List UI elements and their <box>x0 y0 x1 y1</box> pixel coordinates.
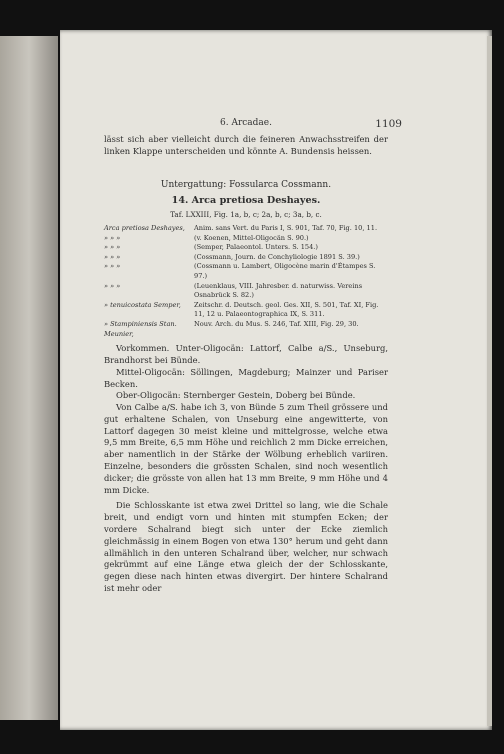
synonymy-entry <box>104 262 388 281</box>
synonym-name: » » » <box>104 233 121 242</box>
synonym-reference: (Leuenklaus, VIII. Jahresber. d. naturwiss. Vereins Osnabrück S. 82.) <box>194 281 363 300</box>
synonym-name: » » » <box>104 252 121 261</box>
synonym-name: Arca pretiosa Deshayes, <box>104 223 185 232</box>
synonymy-entry <box>104 234 388 244</box>
synonym-name: » » » <box>104 243 121 252</box>
subgenus-heading: Untergattung: Fossularca Cossmann. <box>160 179 332 190</box>
description-paragraph: Die Schlosskante ist etwa zwei Drittel so lang, wie die Schale breit, und endigt vorn und hinten mit stumpfen Ecken; der vordere Schalrand biegt sich unter der Ecke ziemlich gleichmässig in einem Bogen von etwa 130° herum und geht dann allmählich in den unteren Schalrand über, welcher, nur schwach gekrümmt auf eine Länge etwa gleich der der Schlosskante, gegen diese nach hinten etwas divergirt. Der hintere Schalrand ist mehr oder <box>104 500 388 594</box>
description-paragraph: Von Calbe a/S. habe ich 3, von Bünde 5 zum Theil grössere und gut erhaltene Schalen, von Unseburg eine angewitterte, von Lattorf dagegen 30 meist kleine und mittelgrosse, welche etwa 9,5 mm Breite, 6,5 mm Höhe und reichlich 2 mm Dicke erreichen, aber namentlich in der Stärke der Wölbung erheblich variiren. Einzelne, besonders die grössten Schalen, sind noch wesentlich dicker; die grösste von allen hat 13 mm Breite, 9 mm Höhe und 4 mm Dicke. <box>104 402 388 495</box>
synonymy-entry <box>104 224 388 234</box>
synonymy-entry <box>104 282 388 301</box>
synonym-reference: (Semper, Palaeontol. Unters. S. 154.) <box>194 243 318 252</box>
species-heading: 14. Arca pretiosa Deshayes. <box>171 195 321 207</box>
synonym-name: » Stampiniensis Stan. Meunier, <box>104 319 177 338</box>
synonym-reference: (Cossmann, Journ. de Conchyliologie 1891 S. 39.) <box>194 252 360 261</box>
plate-reference: Taf. LXXIII, Fig. 1a, b, c; 2a, b, c; 3a, b, c. <box>170 210 322 220</box>
synonym-reference: (v. Koenen, Mittel-Oligocän S. 90.) <box>194 233 309 242</box>
synonymy-entry <box>104 320 388 339</box>
occurrence-paragraph: Ober-Oligocän: Sternberger Gestein, Doberg bei Bünde. <box>116 390 356 401</box>
synonym-name: » » » <box>104 262 121 271</box>
facing-page-edge <box>0 36 58 720</box>
synonym-reference: Nouv. Arch. du Mus. S. 246, Taf. XIII, Fig. 29, 30. <box>194 319 359 328</box>
occurrence-paragraph: Mittel-Oligocän: Söllingen, Magdeburg; Mainzer und Pariser Becken. <box>104 366 388 389</box>
section-title: 6. Arcadae. <box>220 118 272 128</box>
synonymy-entry <box>104 301 388 320</box>
synonymy-list <box>104 224 388 339</box>
synonymy-entry <box>104 253 388 263</box>
occurrence-paragraph: Vorkommen. Unter-Oligocän: Lattorf, Calbe a/S., Unseburg, Brandhorst bei Bünde. <box>104 343 388 365</box>
page-edge <box>487 36 492 726</box>
body-text <box>104 343 388 595</box>
page-text <box>104 118 388 595</box>
synonym-name: » » » <box>104 281 121 290</box>
synonymy-entry <box>104 243 388 253</box>
synonym-reference: Zeitschr. d. Deutsch. geol. Ges. XII, S. 501, Taf. XI, Fig. 11, 12 u. Palaeontographica IX, S. 311. <box>194 300 379 319</box>
synonym-reference: (Cossmann u. Lambert, Oligocène marin d'Étampes S. 97.) <box>194 262 376 280</box>
intro-paragraph: lässt sich aber vielleicht durch die feineren Anwachsstreifen der linken Klappe unterscheiden und könnte A. Bundensis heissen. <box>104 134 388 156</box>
page-number: 1109 <box>375 118 402 130</box>
synonym-name: » tenuicostata Semper, <box>104 300 181 309</box>
synonym-reference: Anim. sans Vert. du Paris I, S. 901, Taf. 70, Fig. 10, 11. <box>194 223 378 232</box>
